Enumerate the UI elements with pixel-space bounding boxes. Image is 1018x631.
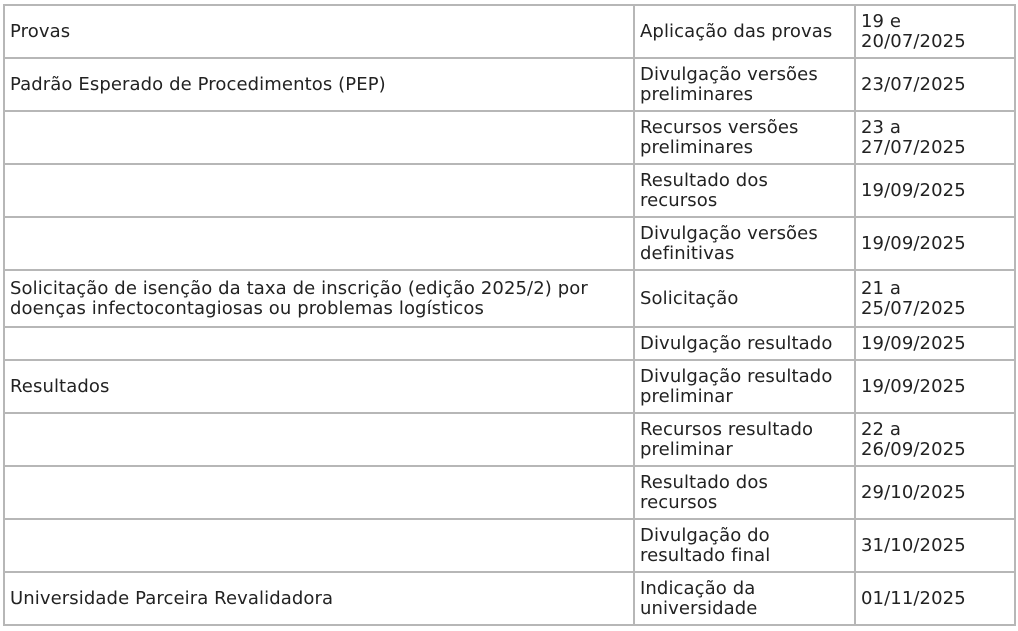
table-row [4, 164, 1015, 217]
date-cell: 01/11/2025 [855, 572, 1015, 625]
event-cell [4, 217, 634, 270]
date-cell: 19/09/2025 [855, 360, 1015, 413]
stage-cell: Divulgação resultado [634, 327, 855, 360]
event-cell: Universidade Parceira Revalidadora [4, 572, 634, 625]
stage-cell: Divulgação resultado preliminar [634, 360, 855, 413]
table-row [4, 572, 1015, 625]
event-cell [4, 164, 634, 217]
table-row [4, 58, 1015, 111]
stage-cell: Divulgação versões definitivas [634, 217, 855, 270]
stage-cell: Aplicação das provas [634, 5, 855, 58]
event-cell [4, 413, 634, 466]
table-row [4, 413, 1015, 466]
date-cell: 22 a 26/09/2025 [855, 413, 1015, 466]
date-cell: 29/10/2025 [855, 466, 1015, 519]
table-row [4, 360, 1015, 413]
event-cell [4, 519, 634, 572]
date-cell: 23 a 27/07/2025 [855, 111, 1015, 164]
date-cell: 23/07/2025 [855, 58, 1015, 111]
date-cell: 19 e 20/07/2025 [855, 5, 1015, 58]
event-cell [4, 111, 634, 164]
table-row [4, 111, 1015, 164]
date-cell: 31/10/2025 [855, 519, 1015, 572]
table-row [4, 5, 1015, 58]
event-cell: Solicitação de isenção da taxa de inscrição (edição 2025/2) por doenças infectocontagiosas ou problemas logísticos [4, 270, 634, 327]
date-cell: 21 a 25/07/2025 [855, 270, 1015, 327]
date-cell: 19/09/2025 [855, 164, 1015, 217]
table-row [4, 327, 1015, 360]
stage-cell: Recursos versões preliminares [634, 111, 855, 164]
date-cell: 19/09/2025 [855, 327, 1015, 360]
stage-cell: Resultado dos recursos [634, 466, 855, 519]
table-row [4, 519, 1015, 572]
stage-cell: Divulgação versões preliminares [634, 58, 855, 111]
event-cell [4, 327, 634, 360]
stage-cell: Divulgação do resultado final [634, 519, 855, 572]
event-cell: Padrão Esperado de Procedimentos (PEP) [4, 58, 634, 111]
date-cell: 19/09/2025 [855, 217, 1015, 270]
event-cell: Provas [4, 5, 634, 58]
stage-cell: Recursos resultado preliminar [634, 413, 855, 466]
stage-cell: Indicação da universidade [634, 572, 855, 625]
stage-cell: Resultado dos recursos [634, 164, 855, 217]
event-cell [4, 466, 634, 519]
schedule-table [3, 4, 1016, 626]
table-row [4, 217, 1015, 270]
table-row [4, 466, 1015, 519]
table-row [4, 270, 1015, 327]
stage-cell: Solicitação [634, 270, 855, 327]
event-cell: Resultados [4, 360, 634, 413]
